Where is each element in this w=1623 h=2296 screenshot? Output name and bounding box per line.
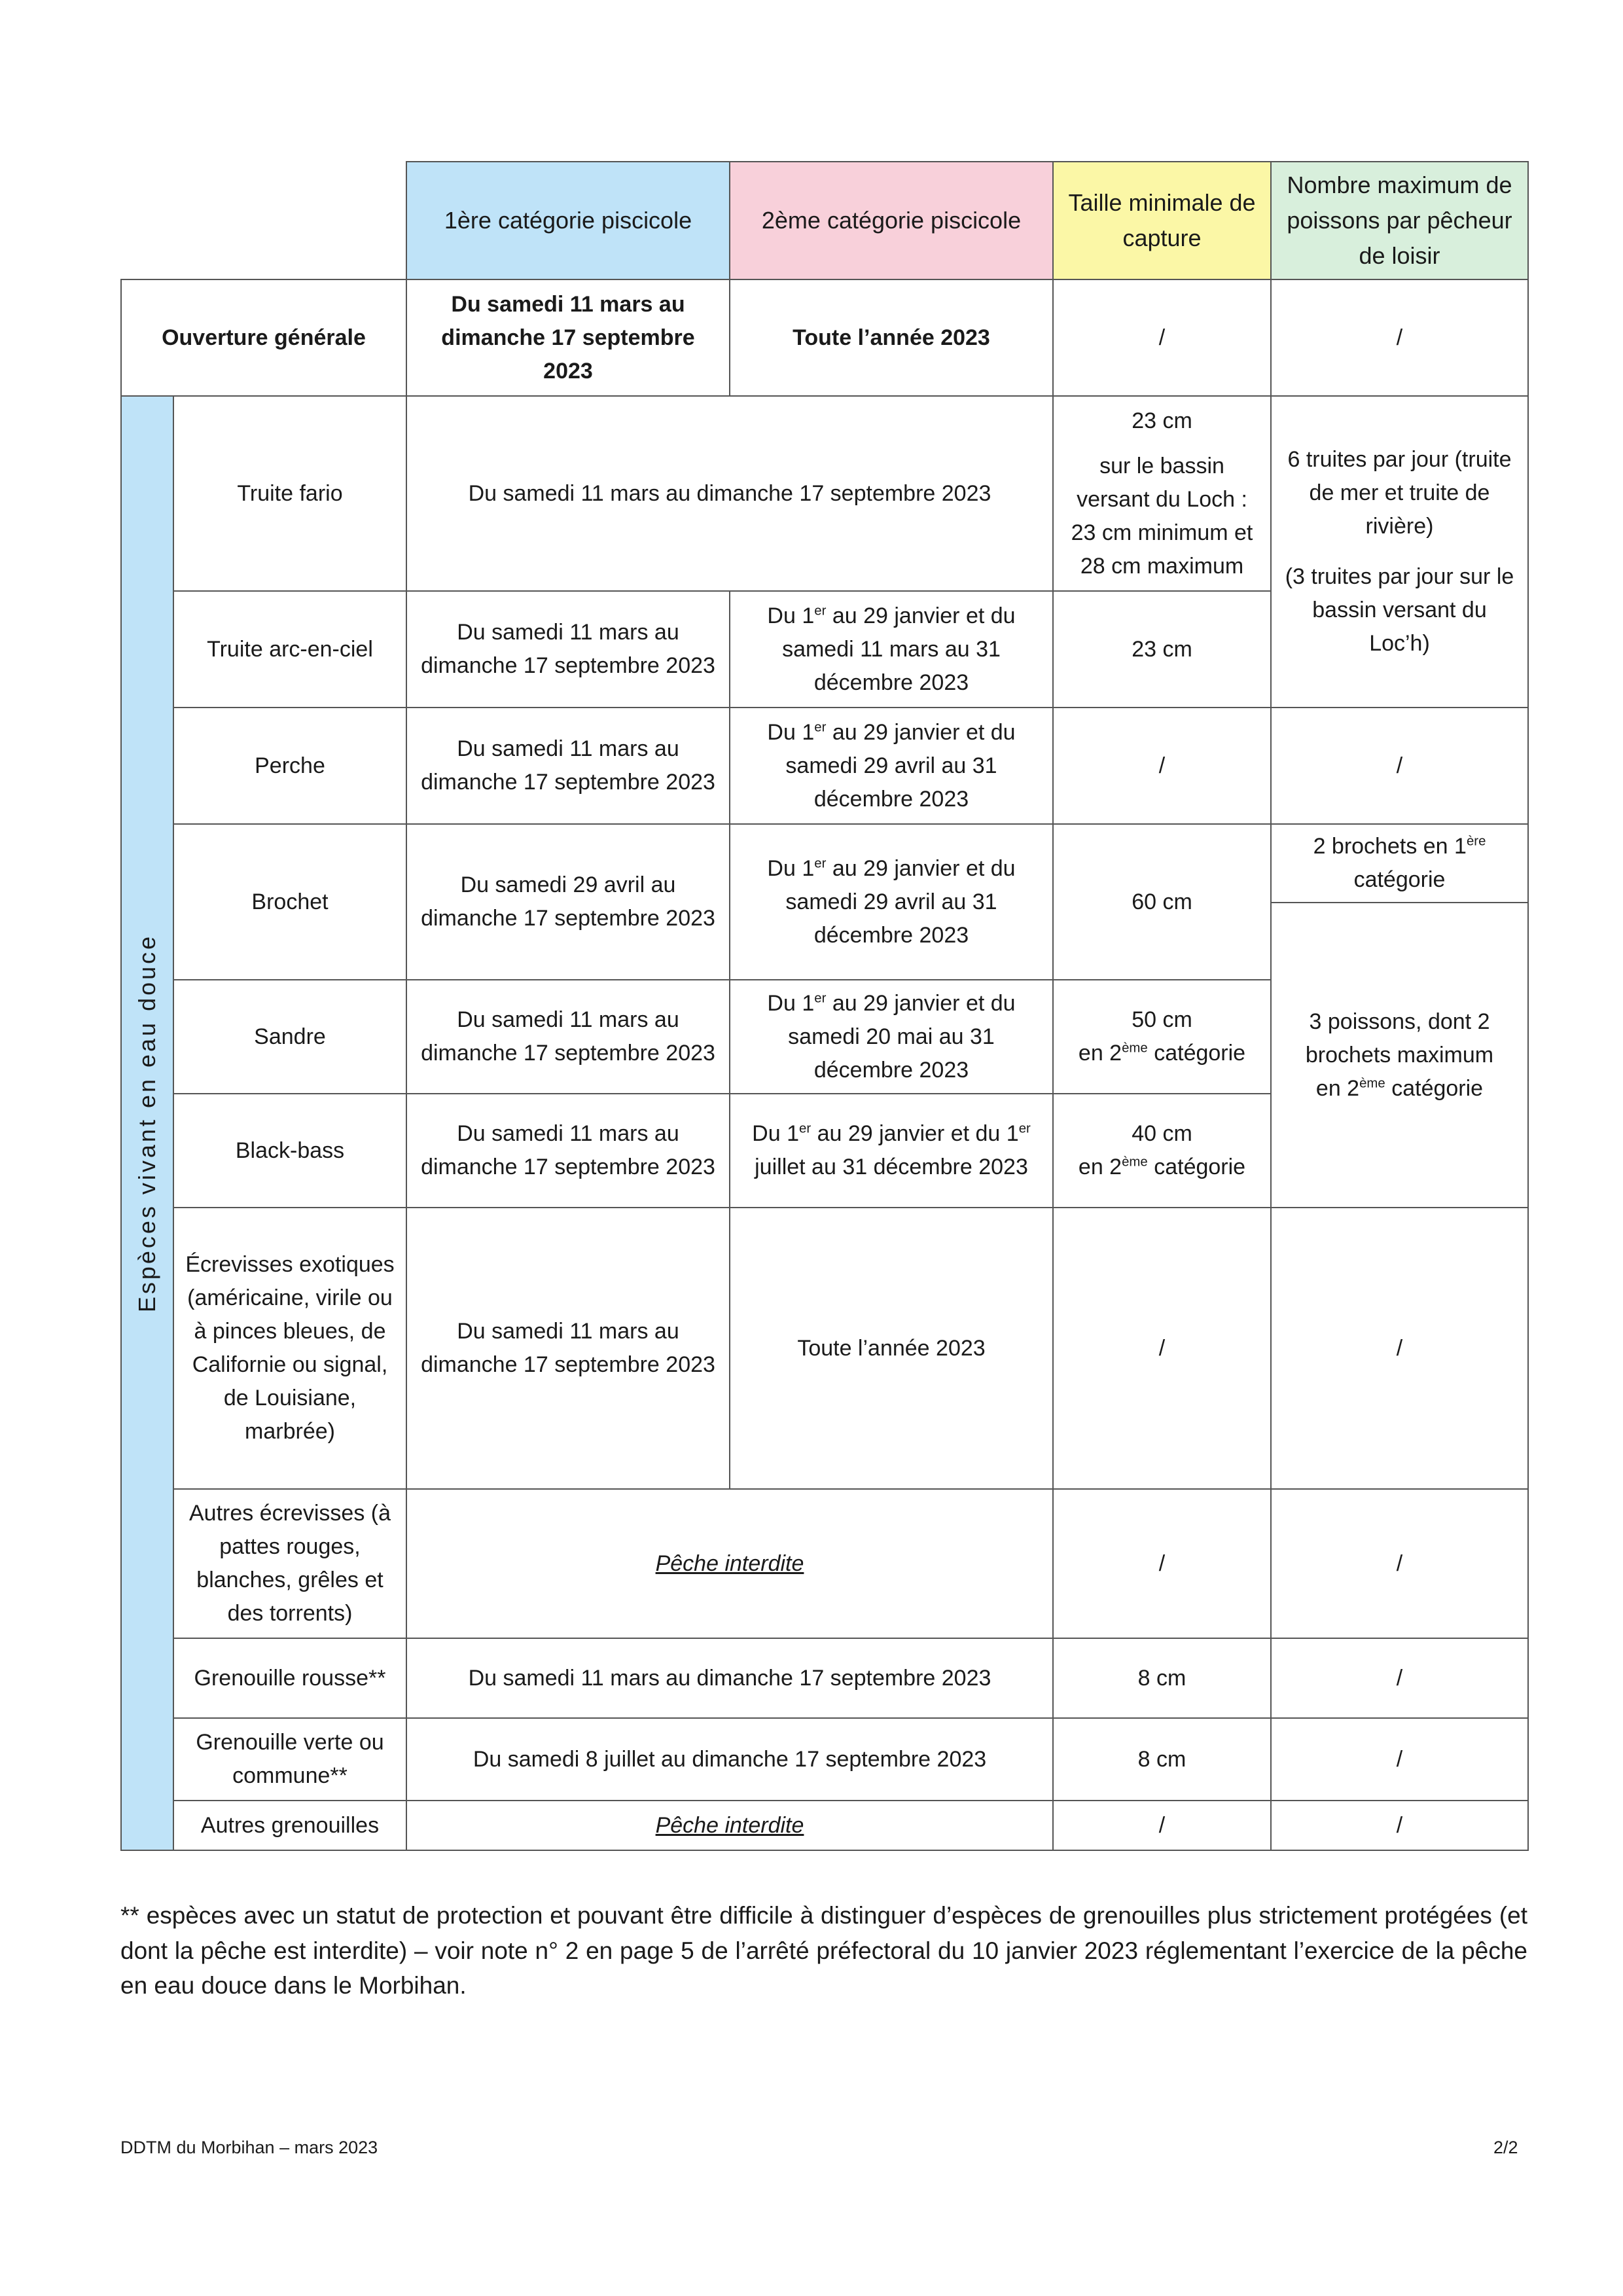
nombre-value: /	[1271, 1638, 1528, 1718]
species-name: Brochet	[173, 824, 406, 980]
period: Du samedi 11 mars au dimanche 17 septembre 2023	[406, 1638, 1053, 1718]
nombre-value: /	[1271, 708, 1528, 824]
cat2-period: Toute l’année 2023	[730, 1208, 1053, 1489]
footnote: ** espèces avec un statut de protection et pouvant être difficile à distinguer d’espèces de grenouilles plus strictement protégées (et dont la pêche est interdite) – voir note n° 2 en page 5 de l’arrêté préfectoral du 10 janvier 2023 réglementant l’exercice de la pêche en eau douce dans le Morbihan.	[120, 1902, 1527, 2000]
species-name: Truite arc-en-ciel	[173, 591, 406, 708]
page-number: 2/2	[1493, 2138, 1518, 2157]
header-taille	[1053, 162, 1271, 279]
taille-value: /	[1053, 1801, 1271, 1850]
nombre-shared-cat2: 3 poissons, dont 2 brochets maximum en 2ème catégorie	[1271, 903, 1528, 1208]
header-cat2	[730, 162, 1053, 279]
header-taille-label: Taille minimale de capture	[1068, 189, 1256, 251]
species-name: Truite fario	[173, 396, 406, 591]
species-name: Sandre	[173, 980, 406, 1094]
period: Du samedi 8 juillet au dimanche 17 septembre 2023	[406, 1718, 1053, 1801]
nombre-value: /	[1271, 1718, 1528, 1801]
ouverture-row	[121, 279, 1528, 396]
nombre-value: /	[1271, 1489, 1528, 1638]
cat2-period: Du 1er au 29 janvier et du samedi 29 avril au 31 décembre 2023	[730, 708, 1053, 824]
cat2-period: Du 1er au 29 janvier et du 1er juillet au 31 décembre 2023	[730, 1094, 1053, 1208]
ouverture-label: Ouverture générale	[121, 279, 406, 396]
cat1-period: Du samedi 11 mars au dimanche 17 septembre 2023	[406, 708, 730, 824]
taille-value: 40 cm en 2ème catégorie	[1053, 1094, 1271, 1208]
cat2-period: Du 1er au 29 janvier et du samedi 20 mai au 31 décembre 2023	[730, 980, 1053, 1094]
species-name: Grenouille verte ou commune**	[173, 1718, 406, 1801]
nombre-brochets-cat1: 2 brochets en 1ère catégorie	[1271, 824, 1528, 903]
ouverture-taille: /	[1053, 279, 1271, 396]
header-nombre-label: Nombre maximum de poissons par pêcheur de loisir	[1287, 171, 1512, 269]
row-ecrevisses-exotiques	[121, 1208, 1528, 1489]
taille-cell	[1053, 396, 1271, 591]
taille-value: /	[1053, 708, 1271, 824]
row-truite-fario	[121, 396, 1528, 591]
nombre-truites	[1271, 396, 1528, 708]
period: Pêche interdite	[406, 1801, 1053, 1850]
ouverture-nombre: /	[1271, 279, 1528, 396]
row-perche	[121, 708, 1528, 824]
header-nombre	[1271, 162, 1528, 279]
taille-value: 23 cm	[1132, 408, 1192, 433]
nombre-truites-main: 6 truites par jour (truite de mer et truite de rivière)	[1287, 447, 1512, 539]
row-autres-grenouilles	[121, 1801, 1528, 1850]
header-cat1-label: 1ère catégorie piscicole	[444, 207, 692, 234]
cat1-period: Du samedi 11 mars au dimanche 17 septembre 2023	[406, 591, 730, 708]
nombre-truites-loch: (3 truites par jour sur le bassin versant du Loc’h)	[1285, 564, 1514, 656]
header-cat1	[406, 162, 730, 279]
species-name: Black-bass	[173, 1094, 406, 1208]
header-cat2-label: 2ème catégorie piscicole	[761, 207, 1022, 234]
period: Pêche interdite	[406, 1489, 1053, 1638]
empty-corner	[121, 162, 406, 279]
ouverture-cat1: Du samedi 11 mars au dimanche 17 septembre 2023	[406, 279, 730, 396]
taille-value: 23 cm	[1053, 591, 1271, 708]
cat1-period: Du samedi 11 mars au dimanche 17 septembre 2023	[406, 1094, 730, 1208]
regulation-table	[120, 161, 1529, 1851]
side-label-cell	[121, 396, 173, 1850]
nombre-value: /	[1271, 1208, 1528, 1489]
row-autres-ecrevisses	[121, 1489, 1528, 1638]
cat1-period: Du samedi 29 avril au dimanche 17 septembre 2023	[406, 824, 730, 980]
row-grenouille-verte	[121, 1718, 1528, 1801]
side-label: Espèces vivant en eau douce	[134, 933, 160, 1313]
taille-value: 8 cm	[1053, 1638, 1271, 1718]
taille-value: /	[1053, 1208, 1271, 1489]
taille-value: /	[1053, 1489, 1271, 1638]
species-name: Perche	[173, 708, 406, 824]
species-name: Autres grenouilles	[173, 1801, 406, 1850]
taille-value: 8 cm	[1053, 1718, 1271, 1801]
row-brochet	[121, 824, 1528, 903]
cat1-period: Du samedi 11 mars au dimanche 17 septembre 2023	[406, 980, 730, 1094]
header-row	[121, 162, 1528, 279]
cat2-period: Du 1er au 29 janvier et du samedi 11 mars au 31 décembre 2023	[730, 591, 1053, 708]
species-name: Écrevisses exotiques (américaine, virile ou à pinces bleues, de Californie ou signal, de Louisiane, marbrée)	[173, 1208, 406, 1489]
period: Du samedi 11 mars au dimanche 17 septembre 2023	[406, 396, 1053, 591]
species-name: Autres écrevisses (à pattes rouges, blanches, grêles et des torrents)	[173, 1489, 406, 1638]
cat1-period: Du samedi 11 mars au dimanche 17 septembre 2023	[406, 1208, 730, 1489]
taille-value: 60 cm	[1053, 824, 1271, 980]
footer-left: DDTM du Morbihan – mars 2023	[120, 2138, 378, 2157]
cat2-period: Du 1er au 29 janvier et du samedi 29 avril au 31 décembre 2023	[730, 824, 1053, 980]
species-name: Grenouille rousse**	[173, 1638, 406, 1718]
row-grenouille-rousse	[121, 1638, 1528, 1718]
ouverture-cat2: Toute l’année 2023	[730, 279, 1053, 396]
taille-loch: sur le bassin versant du Loch : 23 cm minimum et 28 cm maximum	[1071, 453, 1253, 579]
taille-value: 50 cm en 2ème catégorie	[1053, 980, 1271, 1094]
nombre-value: /	[1271, 1801, 1528, 1850]
